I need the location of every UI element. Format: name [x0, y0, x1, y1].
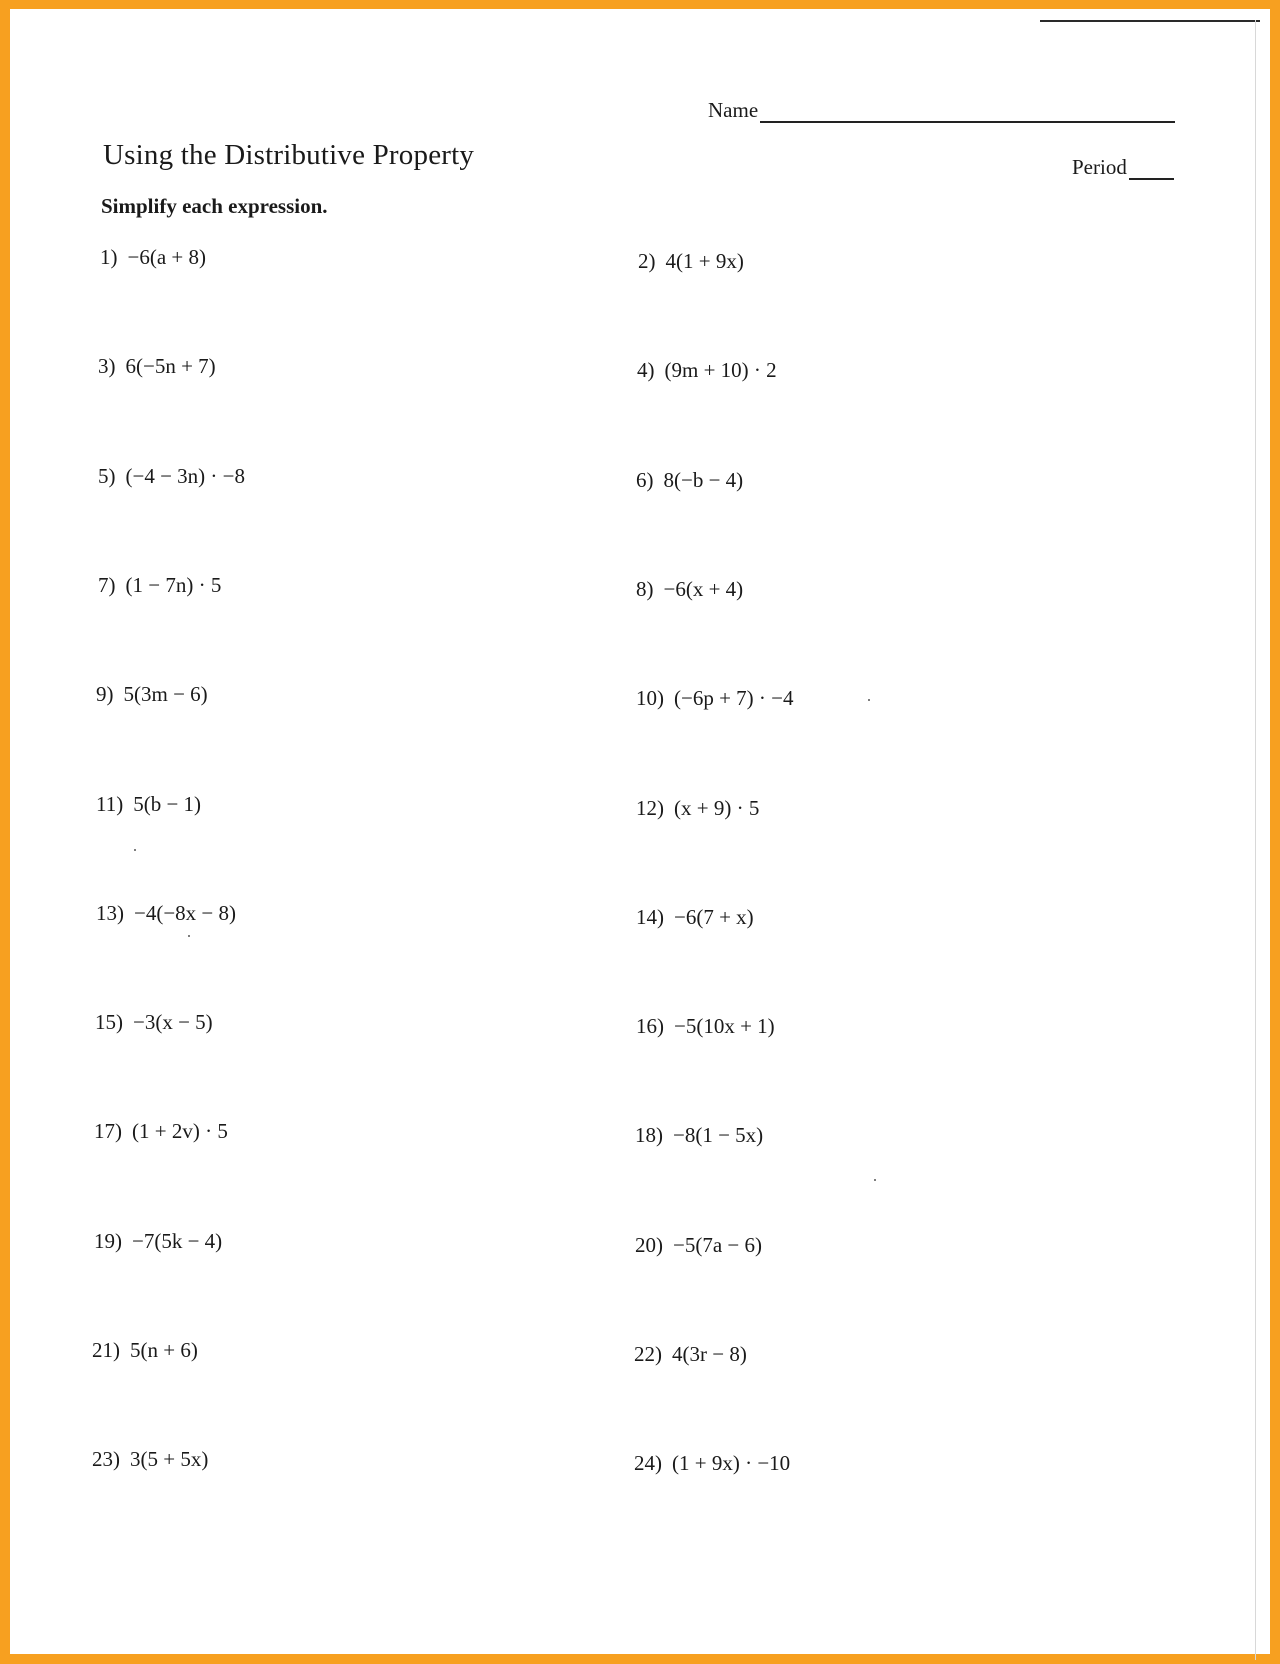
problem-number: 21)	[92, 1338, 120, 1362]
problem-item	[636, 468, 743, 493]
name-label: Name	[708, 98, 759, 122]
problem-number: 19)	[94, 1229, 122, 1253]
problem-number: 22)	[634, 1342, 662, 1366]
problem-item	[636, 686, 794, 711]
problem-number: 13)	[96, 901, 124, 925]
scan-speck	[134, 849, 136, 851]
problem-number: 11)	[96, 792, 124, 816]
problem-number: 9)	[96, 682, 114, 706]
problem-item	[94, 1229, 222, 1254]
problem-expression: (1 + 2v) · 5	[132, 1119, 228, 1143]
problem-expression: −5(7a − 6)	[673, 1233, 762, 1257]
worksheet-title: Using the Distributive Property	[103, 139, 475, 171]
problem-number: 4)	[637, 358, 655, 382]
problem-list	[92, 241, 1192, 1481]
problem-expression: −7(5k − 4)	[132, 1229, 223, 1253]
problem-item	[96, 682, 208, 707]
problem-expression: −6(x + 4)	[663, 577, 744, 601]
problem-item	[98, 573, 221, 598]
problem-item	[95, 1010, 213, 1035]
problem-expression: −4(−8x − 8)	[134, 901, 237, 925]
scan-speck	[874, 1179, 876, 1181]
problem-item	[636, 905, 754, 930]
problem-expression: −5(10x + 1)	[674, 1014, 775, 1038]
problem-number: 1)	[100, 245, 118, 269]
problem-item	[637, 358, 777, 383]
problem-item	[636, 796, 759, 821]
problem-item	[636, 1014, 775, 1039]
problem-expression: (−6p + 7) · −4	[674, 686, 794, 710]
problem-item	[634, 1342, 747, 1367]
problem-item	[96, 901, 236, 926]
problem-number: 18)	[635, 1123, 663, 1147]
problem-number: 24)	[634, 1451, 662, 1475]
problem-number: 17)	[94, 1119, 122, 1143]
name-field	[708, 97, 1175, 123]
problem-number: 12)	[636, 796, 664, 820]
problem-expression: −6(7 + x)	[674, 905, 754, 929]
problem-item	[98, 464, 245, 489]
problem-item	[636, 577, 743, 602]
problem-number: 15)	[95, 1010, 123, 1034]
scan-speck	[188, 935, 190, 937]
problem-expression: (9m + 10) · 2	[664, 358, 777, 382]
problem-expression: 6(−5n + 7)	[125, 354, 216, 378]
problem-expression: −3(x − 5)	[133, 1010, 213, 1034]
problem-item	[100, 245, 206, 270]
scan-edge-line-right	[1255, 20, 1256, 1660]
period-label: Period	[1072, 155, 1127, 179]
name-blank-line	[760, 97, 1175, 123]
problem-expression: 5(b − 1)	[133, 792, 202, 816]
problem-item	[98, 354, 216, 379]
problem-item	[634, 1451, 790, 1476]
problem-expression: (1 − 7n) · 5	[125, 573, 222, 597]
scan-speck	[868, 699, 870, 701]
problem-number: 20)	[635, 1233, 663, 1257]
problem-expression: −8(1 − 5x)	[673, 1123, 764, 1147]
problem-expression: 8(−b − 4)	[663, 468, 744, 492]
problem-number: 23)	[92, 1447, 120, 1471]
problem-number: 2)	[638, 249, 656, 273]
problem-item	[638, 249, 744, 274]
problem-expression: 5(3m − 6)	[123, 682, 208, 706]
problem-number: 10)	[636, 686, 664, 710]
problem-item	[92, 1338, 198, 1363]
problem-item	[94, 1119, 228, 1144]
problem-number: 3)	[98, 354, 116, 378]
problem-number: 5)	[98, 464, 116, 488]
problem-expression: −6(a + 8)	[127, 245, 206, 269]
problem-number: 8)	[636, 577, 654, 601]
problem-number: 14)	[636, 905, 664, 929]
problem-expression: 4(3r − 8)	[672, 1342, 747, 1366]
problem-item	[635, 1123, 763, 1148]
period-blank-line	[1129, 156, 1174, 180]
problem-item	[96, 792, 201, 817]
period-field	[1072, 155, 1174, 180]
problem-expression: 3(5 + 5x)	[130, 1447, 209, 1471]
problem-number: 6)	[636, 468, 654, 492]
problem-expression: (x + 9) · 5	[674, 796, 760, 820]
problem-expression: 5(n + 6)	[130, 1338, 198, 1362]
scan-edge-line	[1040, 20, 1260, 22]
problem-item	[635, 1233, 762, 1258]
instructions: Simplify each expression.	[101, 194, 328, 218]
problem-expression: (−4 − 3n) · −8	[125, 464, 246, 488]
problem-number: 16)	[636, 1014, 664, 1038]
problem-item	[92, 1447, 208, 1472]
problem-expression: (1 + 9x) · −10	[672, 1451, 791, 1475]
problem-number: 7)	[98, 573, 116, 597]
problem-expression: 4(1 + 9x)	[665, 249, 744, 273]
